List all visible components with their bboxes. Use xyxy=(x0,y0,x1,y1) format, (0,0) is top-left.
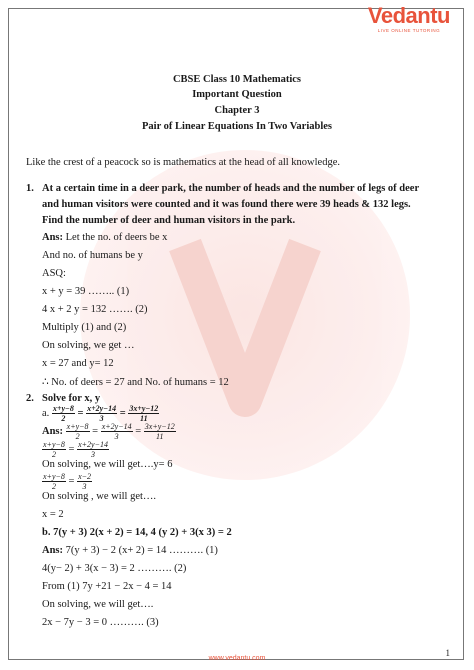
logo-brand: Vedantu xyxy=(367,3,450,28)
q1-answer-line3: ASQ: xyxy=(42,268,66,279)
q1-text-line3: Find the number of deer and human visitors in the park. xyxy=(42,215,296,226)
page-number: 1 xyxy=(445,648,450,658)
q2-number: 2. xyxy=(26,393,34,404)
q2b-answer-line2: 4(y− 2) + 3(x − 3) = 2 ………. (2) xyxy=(42,563,187,574)
q1-ans-text: Let the no. of deers be x xyxy=(63,232,168,243)
q2b-answer-line5: 2x − 7y − 3 = 0 ………. (3) xyxy=(42,617,159,628)
q2a-fraction1: $\frac{x+y-8}{2}$ xyxy=(52,404,74,423)
q2b-ans-text: 7(y + 3) − 2 (x+ 2) = 14 ………. (1) xyxy=(63,545,218,556)
q2b-answer-line3: From (1) 7y +21 − 2x − 4 = 14 xyxy=(42,581,172,592)
q2a-step-fraction1: $\frac{x+y-8}{2}$ xyxy=(43,440,65,459)
q2b-question: b. 7(y + 3) 2(x + 2) = 14, 4 (y 2) + 3(x 3) = 2 xyxy=(42,527,232,538)
q2a-step-fraction2: $\frac{x+2y-14}{3}$ xyxy=(78,440,108,459)
q2a-step-equation: $\frac{x+y-8}{2}$ = $\frac{x+2y-14}{3}$ xyxy=(43,440,108,459)
q2a-answer-equation: Ans: $\frac{x+y-8}{2}$ = $\frac{x+2y-14}{3}$ = $\frac{3x+y-12}{11}$ xyxy=(42,422,175,441)
vedantu-logo xyxy=(368,4,450,33)
q2a-ans-fraction3: $\frac{3x+y-12}{11}$ xyxy=(144,422,175,441)
doc-subtitle: Important Question xyxy=(192,89,282,100)
doc-title: CBSE Class 10 Mathematics xyxy=(172,74,302,85)
q2b-answer-line4: On solving, we will get…. xyxy=(42,599,154,610)
q1-answer-line2: And no. of humans be y xyxy=(42,250,143,261)
q2a-result-x: x = 2 xyxy=(42,509,64,520)
q2b-answer-line1 xyxy=(42,545,218,556)
q1-ans-label: Ans: xyxy=(42,232,64,243)
q2a-step2-fraction2: $\frac{x-2}{3}$ xyxy=(78,472,92,491)
q1-text-line2: and human visitors were counted and it was found there were 39 heads & 132 legs. xyxy=(42,199,411,210)
q2b-ans-label: Ans: xyxy=(42,545,64,556)
q1-number: 1. xyxy=(26,183,34,194)
q2a-label: a. xyxy=(42,407,50,419)
q1-answer-line9: ∴ No. of deers = 27 and No. of humans = 12 xyxy=(42,377,229,388)
q2a-step2-fraction1: $\frac{x+y-8}{2}$ xyxy=(43,472,65,491)
q1-answer-line6: Multiply (1) and (2) xyxy=(42,322,127,333)
q2a-fraction2: $\frac{x+2y-14}{3}$ xyxy=(87,404,117,423)
footer-url[interactable]: www.vedantu.com xyxy=(208,655,266,662)
q2a-step-equation2: $\frac{x+y-8}{2}$ = $\frac{x-2}{3}$ xyxy=(43,472,92,491)
q2a-solve-line1: On solving, we will get….y= 6 xyxy=(42,459,173,470)
q1-answer-line1 xyxy=(42,232,167,243)
chapter-label: Chapter 3 xyxy=(214,105,260,116)
chapter-title: Pair of Linear Equations In Two Variables xyxy=(141,121,332,132)
q1-answer-line7: On solving, we get … xyxy=(42,340,135,351)
q2a-ans-label: Ans: xyxy=(42,425,64,437)
q2a-equation: a. $\frac{x+y-8}{2}$ = $\frac{x+2y-14}{3}$ = $\frac{3x+y-12}{11}$ xyxy=(42,404,159,423)
q1-text-line1: At a certain time in a deer park, the number of heads and the number of legs of deer xyxy=(42,183,420,194)
quote: Like the crest of a peacock so is mathematics at the head of all knowledge. xyxy=(26,157,341,168)
q2-title: Solve for x, y xyxy=(42,393,101,404)
q1-answer-line5: 4 x + 2 y = 132 ……. (2) xyxy=(42,304,148,315)
q2a-ans-fraction1: $\frac{x+y-8}{2}$ xyxy=(66,422,89,441)
q2a-ans-fraction2: $\frac{x+2y-14}{3}$ xyxy=(101,422,132,441)
q2a-fraction3: $\frac{3x+y-12}{11}$ xyxy=(129,404,159,423)
logo-tagline: LIVE ONLINE TUTORING xyxy=(377,28,441,33)
q1-answer-line4: x + y = 39 …….. (1) xyxy=(42,286,130,297)
q1-answer-line8: x = 27 and y= 12 xyxy=(42,358,114,369)
q2a-solve-line2: On solving , we will get…. xyxy=(42,491,157,502)
